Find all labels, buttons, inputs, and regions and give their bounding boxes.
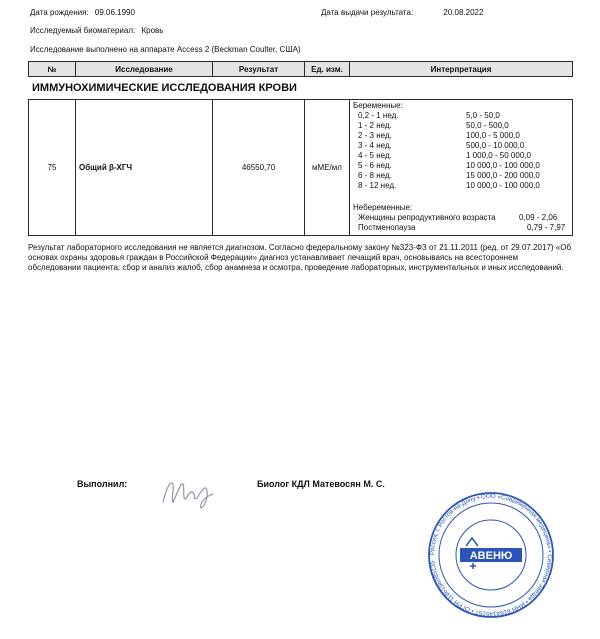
pregnant-title: Беременные:	[353, 101, 403, 110]
disclaimer-text: Результат лабораторного исследования не является диагнозом. Согласно федеральному закону №323-ФЗ от 21.11.2011 (ред. от 29.07.2017) «Об основах охраны здоровья граждан в Российской Федерации» диагноз устанавливает лечащий врач, основываясь на всестороннем обследовании пациента: сбор и анализ жалоб, сбор анамнеза и осмотра, проведение лабораторных, инструментальных и иных исследований.	[28, 243, 572, 272]
pregnant-period: 6 - 8 нед.	[358, 171, 392, 180]
nonpregnant-range: 0,09 - 2,06	[519, 213, 558, 222]
biomaterial-row	[30, 26, 163, 36]
pregnant-range: 10 000,0 - 100 000,0	[466, 161, 540, 170]
pregnant-range: 1 000,0 - 50 000,0	[466, 151, 531, 160]
biomaterial-value: Кровь	[141, 26, 164, 35]
svg-text:АВЕНЮ: АВЕНЮ	[469, 550, 513, 562]
stamp-ring-text: Россия, г. Ростов-на-Дону • ООО «Современная медицина» • Северная Звезда • ИНН 6164145157 • ОГРН 1186196085135	[428, 492, 554, 618]
analyzer-line: Исследование выполнено на аппарате Access 2 (Beckman Coulter, США)	[30, 45, 301, 54]
pregnant-range: 5,0 - 50,0	[466, 111, 500, 120]
performer-name: Биолог КДЛ Матевосян М. С.	[257, 479, 385, 489]
col-unit-header: Ед. изм.	[305, 62, 350, 77]
birth-date-label: Дата рождения:	[30, 8, 89, 17]
issue-date-value: 20.08.2022	[443, 8, 484, 17]
row-test-name: Общий β-ХГЧ	[76, 100, 213, 236]
col-interpretation-header: Интерпретация	[350, 62, 573, 77]
handwritten-signature	[155, 472, 230, 512]
nonpregnant-group: Женщины репродуктивного возраста	[358, 213, 496, 222]
col-result-header: Результат	[213, 62, 305, 77]
table-row	[29, 100, 573, 236]
stamp-logo-icon	[460, 538, 522, 569]
pregnant-range: 500,0 - 10 000,0	[466, 141, 525, 150]
birth-date-value: 09.06.1990	[94, 8, 135, 17]
col-test-header: Исследование	[76, 62, 213, 77]
section-title: ИММУНОХИМИЧЕСКИЕ ИССЛЕДОВАНИЯ КРОВИ	[32, 82, 297, 94]
birth-date-row	[30, 8, 135, 18]
row-unit: мМЕ/мл	[305, 100, 350, 236]
nonpregnant-group: Постменопауза	[358, 223, 416, 232]
issue-date-row	[321, 8, 483, 18]
pregnant-range: 100,0 - 5 000,0	[466, 131, 520, 140]
pregnant-period: 4 - 5 нед.	[358, 151, 392, 160]
biomaterial-label: Исследуемый биоматериал:	[30, 26, 136, 35]
clinic-stamp	[426, 490, 556, 620]
pregnant-period: 0,2 - 1 нед.	[358, 111, 399, 120]
pregnant-period: 1 - 2 нед.	[358, 121, 392, 130]
nonpregnant-title: Небеременные:	[353, 203, 413, 212]
pregnant-period: 5 - 6 нед.	[358, 161, 392, 170]
row-interpretation	[350, 100, 573, 236]
table-header-row	[29, 62, 573, 77]
pregnant-range: 15 000,0 - 200 000,0	[466, 171, 540, 180]
nonpregnant-range: 0,79 - 7,97	[527, 223, 566, 232]
row-result: 46550,70	[213, 100, 305, 236]
pregnant-period: 3 - 4 нед.	[358, 141, 392, 150]
issue-date-label: Дата выдачи результата:	[321, 8, 414, 17]
col-number-header: №	[29, 62, 76, 77]
row-number: 75	[29, 100, 76, 236]
pregnant-period: 8 - 12 нед.	[358, 181, 397, 190]
pregnant-range: 50,0 - 500,0	[466, 121, 509, 130]
pregnant-period: 2 - 3 нед.	[358, 131, 392, 140]
pregnant-range: 10 000,0 - 100 000,0	[466, 181, 540, 190]
performed-label: Выполнил:	[77, 479, 128, 489]
